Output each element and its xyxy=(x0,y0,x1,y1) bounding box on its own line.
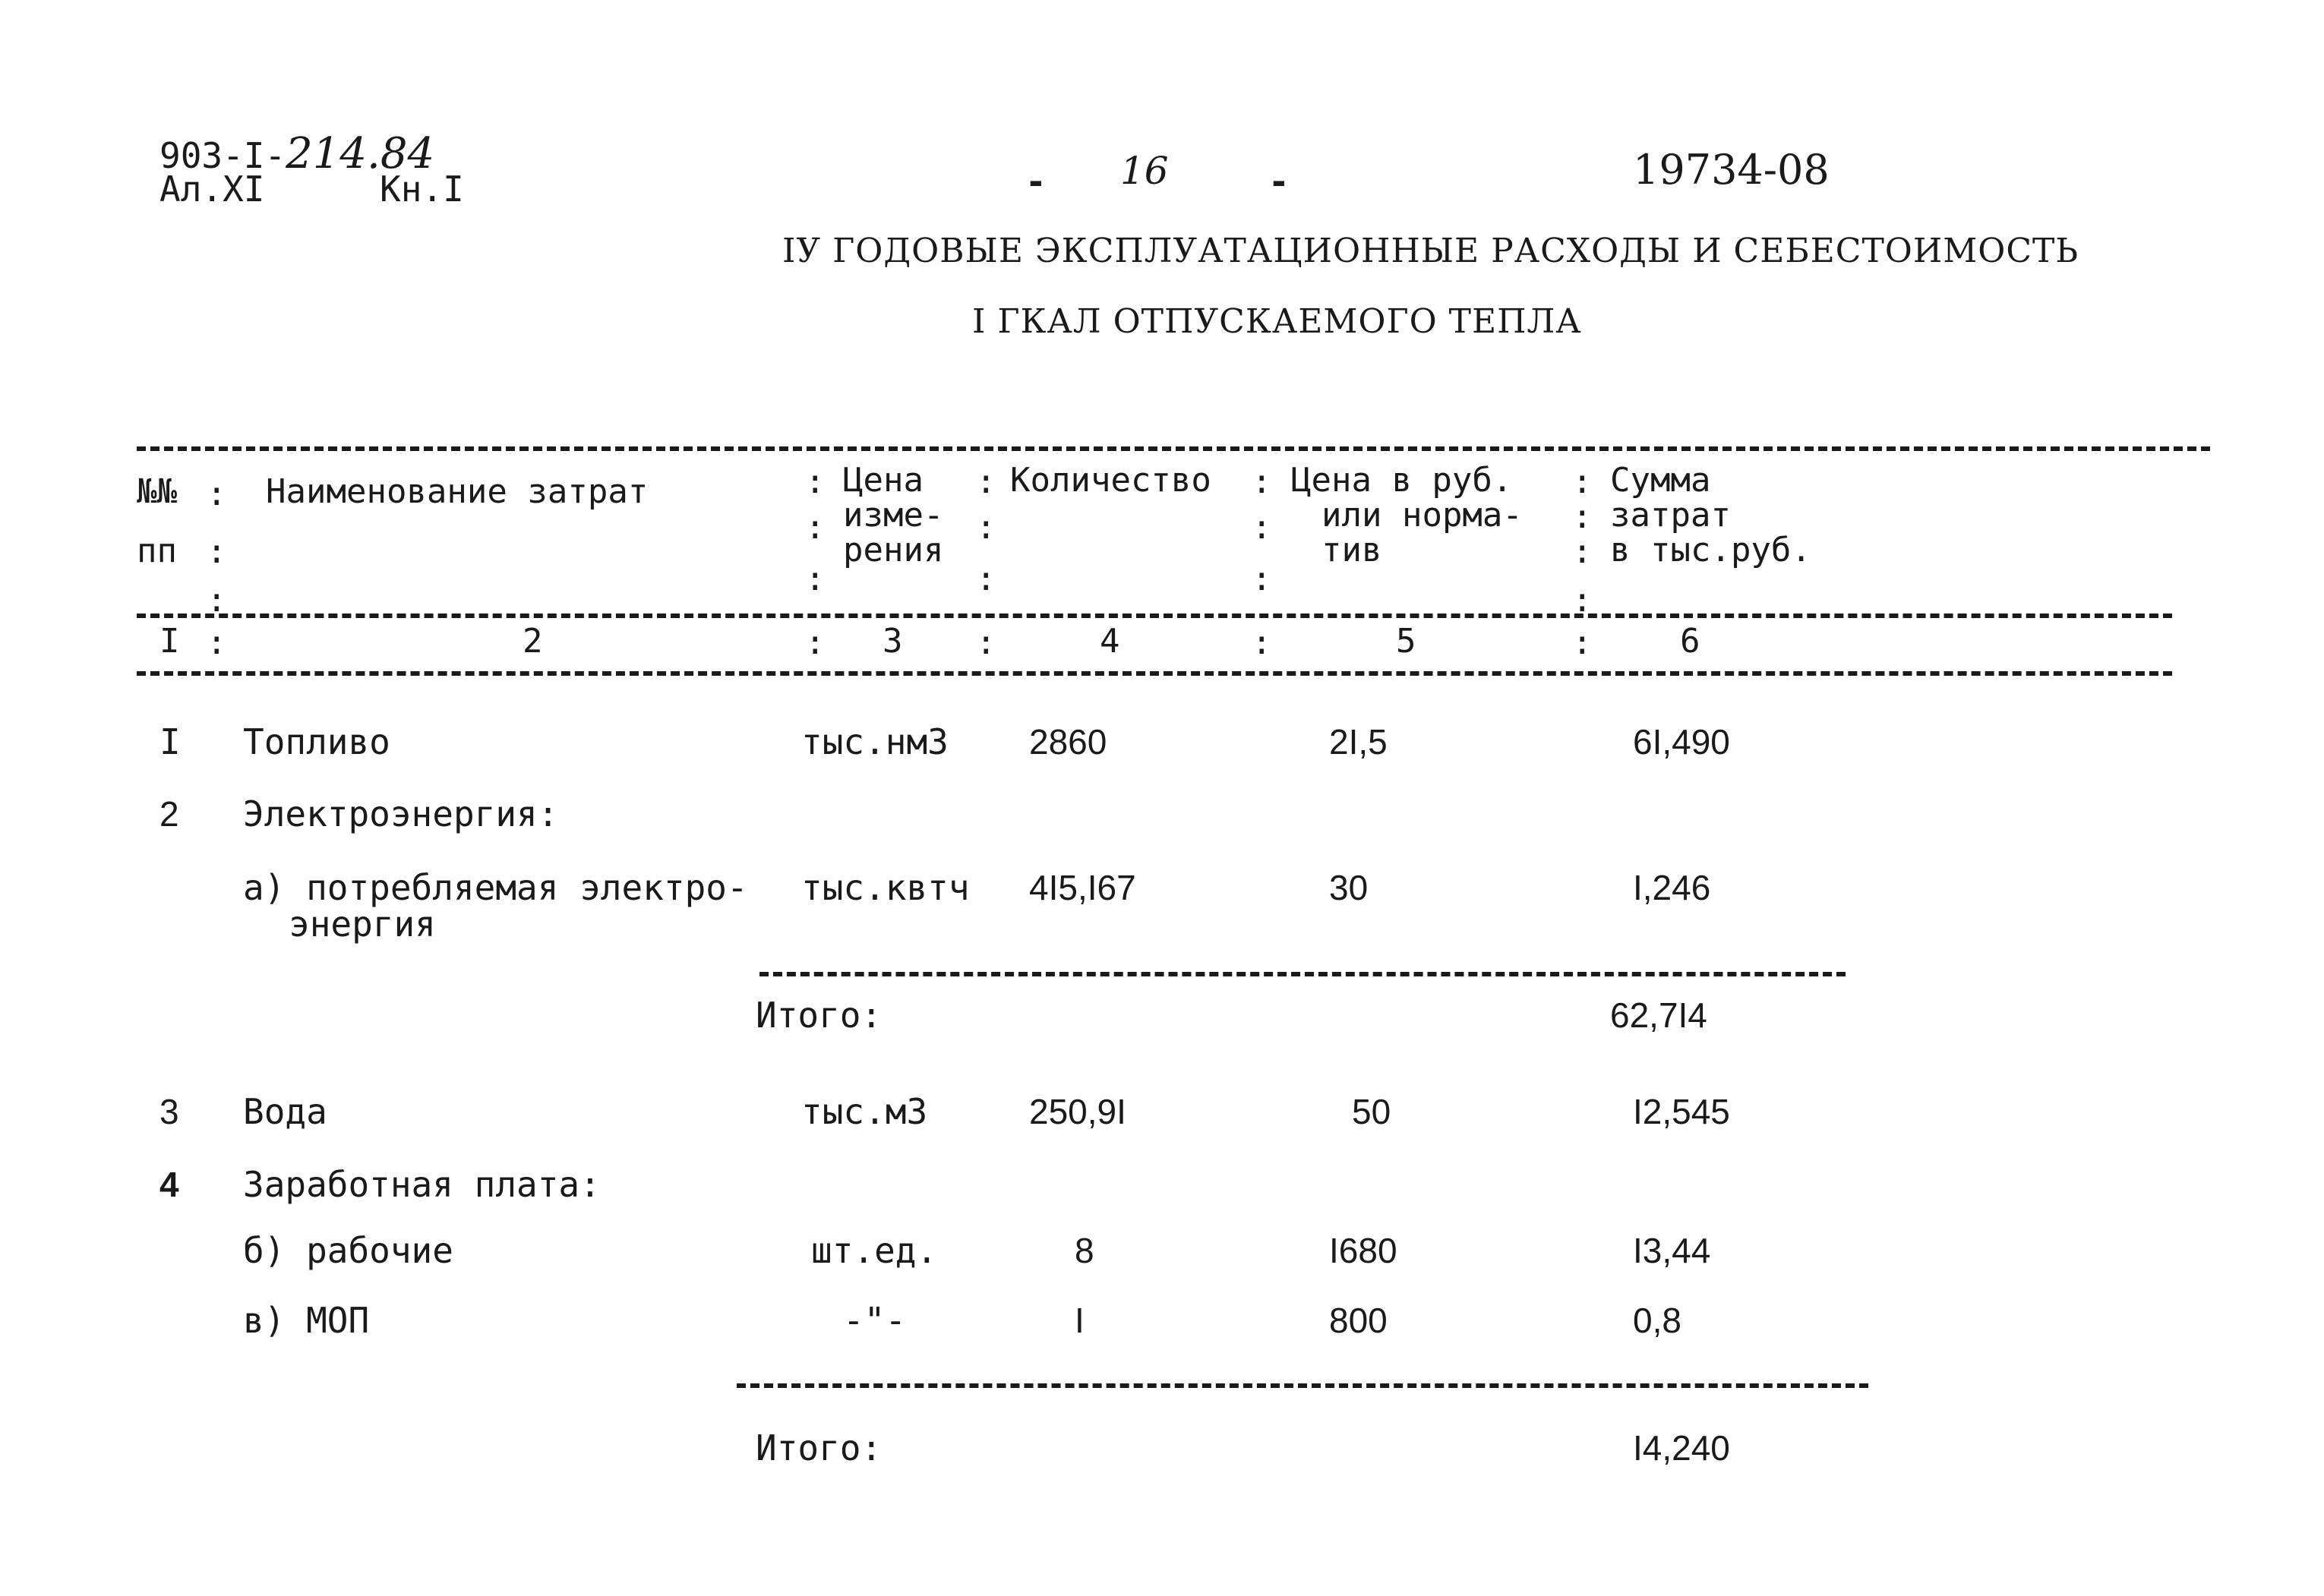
col-separator: : xyxy=(976,508,996,547)
row-unit: тыс.м3 xyxy=(801,1091,928,1132)
col-number-3: 3 xyxy=(883,622,903,661)
row-name: Заработная плата: xyxy=(243,1164,601,1205)
row-price: I680 xyxy=(1329,1231,1397,1270)
header-col4: Количество xyxy=(1010,461,1211,500)
col-separator: : xyxy=(207,623,227,662)
col-number-1: I xyxy=(159,622,180,661)
row-quantity: 8 xyxy=(1075,1231,1094,1270)
header-top-rule xyxy=(137,446,2210,451)
row-name: Вода xyxy=(243,1091,327,1132)
row-unit: тыс.нм3 xyxy=(801,721,949,762)
col-separator: : xyxy=(805,560,826,598)
col-number-5: 5 xyxy=(1396,622,1416,661)
col-separator: : xyxy=(976,560,996,598)
col-separator: : xyxy=(207,532,227,571)
header-col1-line1: №№ xyxy=(137,472,177,511)
section-title-line1: IУ ГОДОВЫЕ ЭКСПЛУАТАЦИОННЫЕ РАСХОДЫ И СЕБЕСТОИМОСТЬ xyxy=(782,232,2079,270)
header-col5-line1: Цена в руб. xyxy=(1291,461,1513,500)
col-number-4: 4 xyxy=(1100,622,1120,661)
row-number: I xyxy=(159,721,181,762)
col-separator: : xyxy=(1252,508,1272,547)
row-name: в) МОП xyxy=(243,1300,370,1341)
header-col3-line3: рения xyxy=(843,531,944,569)
col-separator: : xyxy=(805,462,826,501)
col-separator: : xyxy=(1572,581,1593,620)
col-separator: : xyxy=(805,623,826,662)
subtotal-rule xyxy=(737,1383,1868,1388)
row-price: 2I,5 xyxy=(1329,722,1388,762)
document-code-handwritten: 214.84 xyxy=(286,129,435,178)
section-title-line2: I ГКАЛ ОТПУСКАЕМОГО ТЕПЛА xyxy=(972,302,1582,341)
subtotal-sum: 62,7I4 xyxy=(1610,995,1707,1035)
page-dash-right: - xyxy=(1268,161,1290,202)
header-col5-line2: или норма- xyxy=(1321,496,1523,535)
col-separator: : xyxy=(805,508,826,547)
subtotal-rule xyxy=(759,972,1846,976)
row-sum: I3,44 xyxy=(1633,1231,1711,1270)
row-sum: I2,545 xyxy=(1633,1092,1730,1131)
header-bottom-rule xyxy=(137,671,2172,676)
row-name: Топливо xyxy=(243,721,390,762)
row-price: 800 xyxy=(1329,1301,1388,1340)
row-number: 2 xyxy=(159,794,179,834)
col-separator: : xyxy=(1572,623,1593,662)
album-label: Ал.XI xyxy=(159,169,265,210)
col-number-2: 2 xyxy=(523,622,543,661)
row-unit: шт.ед. xyxy=(811,1230,938,1271)
row-sum: I,246 xyxy=(1633,868,1711,907)
row-name-continuation: энергия xyxy=(289,904,436,945)
col-separator: : xyxy=(1572,462,1593,501)
row-number: 3 xyxy=(159,1092,179,1131)
col-separator: : xyxy=(207,475,227,513)
col-separator: : xyxy=(1252,560,1272,598)
header-col6-line2: затрат xyxy=(1610,496,1731,535)
header-col1-line2: пп xyxy=(137,531,177,570)
subtotal-sum: I4,240 xyxy=(1633,1428,1730,1468)
row-name: а) потребляемая электро- xyxy=(243,867,748,908)
header-col2: Наименование затрат xyxy=(266,472,649,511)
col-separator: : xyxy=(1572,532,1593,571)
row-quantity: 250,9I xyxy=(1029,1092,1126,1131)
header-col5-line3: тив xyxy=(1321,531,1382,569)
header-col3-line1: Цена xyxy=(843,461,924,500)
subtotal-label: Итого: xyxy=(756,1427,883,1468)
header-mid-rule xyxy=(137,613,2172,618)
page-dash-left: - xyxy=(1025,161,1047,202)
book-label: Кн.I xyxy=(380,169,464,210)
row-quantity: 2860 xyxy=(1029,722,1107,762)
subtotal-label: Итого: xyxy=(756,995,883,1036)
row-unit-ditto: -"- xyxy=(843,1300,907,1341)
col-separator: : xyxy=(1252,462,1272,501)
document-code-prefix: 903-I- xyxy=(159,135,286,176)
row-quantity: 4I5,I67 xyxy=(1029,868,1136,907)
col-separator: : xyxy=(207,581,227,620)
header-col3-line2: изме- xyxy=(843,496,944,535)
col-number-6: 6 xyxy=(1680,622,1700,661)
col-separator: : xyxy=(976,462,996,501)
document-number: 19734-08 xyxy=(1633,146,1830,194)
row-unit: тыс.квтч xyxy=(801,867,970,908)
row-price: 30 xyxy=(1329,868,1369,907)
col-separator: : xyxy=(1572,497,1593,536)
col-separator: : xyxy=(1252,623,1272,662)
header-col6-line3: в тыс.руб. xyxy=(1610,531,1811,569)
row-name: Электроэнергия: xyxy=(243,793,559,834)
row-number: 4 xyxy=(159,1165,179,1204)
row-quantity: I xyxy=(1075,1301,1085,1340)
row-sum: 0,8 xyxy=(1633,1301,1681,1340)
row-price: 50 xyxy=(1352,1092,1391,1131)
row-name: б) рабочие xyxy=(243,1230,453,1271)
page-number: 16 xyxy=(1120,149,1169,193)
header-col6-line1: Сумма xyxy=(1610,461,1711,500)
row-sum: 6I,490 xyxy=(1633,722,1730,762)
col-separator: : xyxy=(976,623,996,662)
